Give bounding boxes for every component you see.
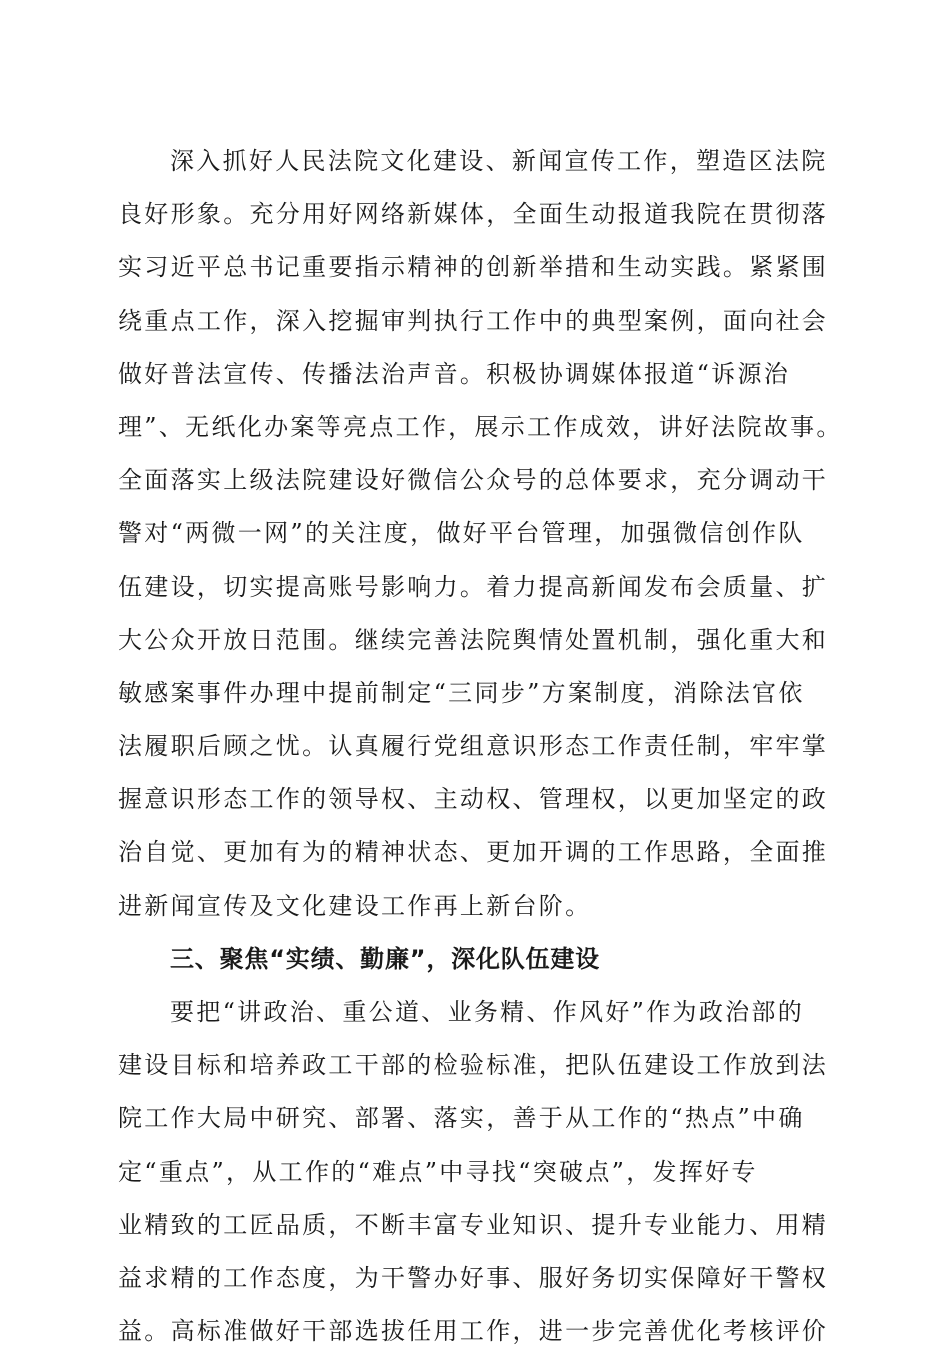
paragraph-line: 院工作大局中研究、部署、落实，善于从工作的“热点”中确 — [118, 1104, 805, 1133]
paragraph-line: 警对“两微一网”的关注度，做好平台管理，加强微信创作队 — [118, 519, 805, 548]
paragraph-line: 进新闻宣传及文化建设工作再上新台阶。 — [118, 891, 592, 920]
paragraph-line: 伍建设，切实提高账号影响力。着力提高新闻发布会质量、扩 — [118, 572, 829, 601]
section-heading: 三、聚焦“实绩、勤廉”，深化队伍建设 — [170, 944, 600, 973]
document-body — [118, 135, 843, 1358]
paragraph-line: 大公众开放日范围。继续完善法院舆情处置机制，强化重大和 — [118, 625, 829, 654]
paragraph-line: 定“重点”，从工作的“难点”中寻找“突破点”，发挥好专 — [118, 1157, 758, 1186]
paragraph-culture-publicity — [118, 135, 843, 933]
paragraph-line: 绕重点工作，深入挖掘审判执行工作中的典型案例，面向社会 — [118, 306, 829, 335]
paragraph-line: 做好普法宣传、传播法治声音。积极协调媒体报道“诉源治 — [118, 359, 791, 388]
paragraph-line: 全面落实上级法院建设好微信公众号的总体要求，充分调动干 — [118, 466, 829, 495]
paragraph-line: 建设目标和培养政工干部的检验标准，把队伍建设工作放到法 — [118, 1051, 829, 1080]
paragraph-line: 良好形象。充分用好网络新媒体，全面生动报道我院在贯彻落 — [118, 200, 829, 229]
paragraph-line: 实习近平总书记重要指示精神的创新举措和生动实践。紧紧围 — [118, 253, 829, 282]
paragraph-line: 治自觉、更加有为的精神状态、更加开调的工作思路，全面推 — [118, 838, 829, 867]
paragraph-line: 握意识形态工作的领导权、主动权、管理权，以更加坚定的政 — [118, 785, 829, 814]
paragraph-line: 深入抓好人民法院文化建设、新闻宣传工作，塑造区法院 — [170, 147, 828, 175]
paragraph-line: 业精致的工匠品质，不断丰富专业知识、提升专业能力、用精 — [118, 1210, 829, 1239]
paragraph-line: 要把“讲政治、重公道、业务精、作风好”作为政治部的 — [170, 998, 805, 1026]
paragraph-line: 益求精的工作态度，为干警办好事、服好务切实保障好干警权 — [118, 1263, 829, 1292]
paragraph-line: 益。高标准做好干部选拔任用工作，进一步完善优化考核评价 — [118, 1317, 829, 1346]
paragraph-line: 理”、无纸化办案等亮点工作，展示工作成效，讲好法院故事。 — [118, 412, 843, 441]
paragraph-line: 敏感案事件办理中提前制定“三同步”方案制度，消除法官依 — [118, 678, 805, 707]
paragraph-line: 法履职后顾之忧。认真履行党组意识形态工作责任制，牢牢掌 — [118, 732, 829, 761]
paragraph-team-building — [118, 986, 838, 1358]
